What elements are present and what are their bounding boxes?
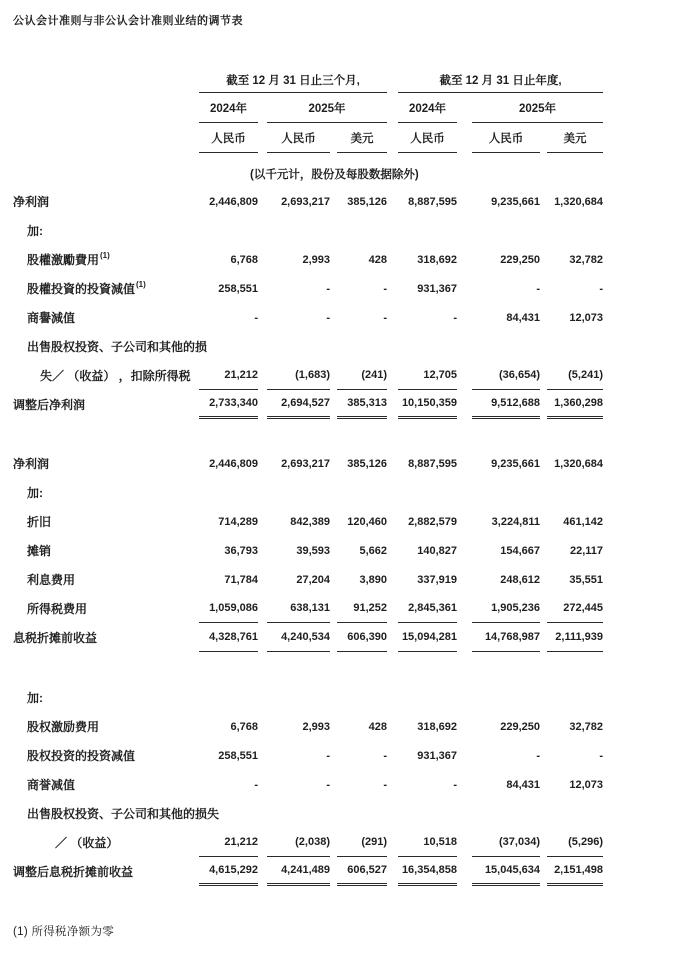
cell-value: 84,431: [506, 778, 540, 791]
table-row: [13, 683, 682, 712]
table-row: [13, 565, 682, 594]
cell-value: 2,993: [302, 720, 330, 733]
cell-value: 3,224,811: [491, 515, 540, 528]
cell-value: (5,296): [547, 828, 603, 857]
row-label-text: 商誉减值: [27, 778, 76, 792]
table-row: [13, 623, 682, 652]
row-label: [13, 741, 199, 770]
cell-value: 36,793: [224, 544, 258, 557]
cell-value: 3,890: [359, 573, 387, 586]
cell-value: [199, 332, 258, 361]
cell-value: [472, 332, 540, 361]
currency-header-usd-1: 美元: [337, 123, 387, 153]
cell-value: [267, 478, 330, 507]
cell-value: -: [453, 778, 457, 791]
cell-value: 39,593: [296, 544, 330, 557]
table-row: [13, 187, 682, 216]
cell-value: -: [326, 311, 330, 324]
row-label: [13, 303, 199, 332]
row-label-text: 商譽減值: [27, 311, 76, 325]
cell-value: 229,250: [500, 720, 540, 733]
cell-value: 638,131: [267, 594, 330, 623]
row-label: [13, 332, 208, 361]
cell-value: 385,313: [337, 390, 387, 419]
row-label-text: 股权投资的投资减值: [27, 749, 136, 763]
cell-value: 2,694,527: [267, 390, 330, 419]
cell-value: 258,551: [218, 282, 258, 295]
section-adjusted-net-income: [13, 187, 682, 419]
table-row: [13, 478, 682, 507]
table-row: [13, 536, 682, 565]
table-row: [13, 828, 682, 857]
row-label-text: 息税折摊前收益: [13, 631, 98, 645]
cell-value: [547, 683, 603, 712]
cell-value: (1,683): [267, 361, 330, 390]
footnote: (1) 所得税净额为零: [13, 926, 115, 938]
row-label: [13, 449, 199, 478]
cell-value: -: [254, 778, 258, 791]
cell-value: 84,431: [506, 311, 540, 324]
row-label: [13, 536, 199, 565]
table-row: [13, 303, 682, 332]
table-row: [13, 857, 682, 886]
cell-value: 606,527: [337, 857, 387, 886]
cell-value: 154,667: [500, 544, 540, 557]
cell-value: 318,692: [417, 720, 457, 733]
cell-value: 1,059,086: [199, 594, 258, 623]
row-label: [13, 770, 199, 799]
row-label: [13, 828, 199, 857]
cell-value: [267, 799, 330, 828]
cell-value: 1,360,298: [547, 390, 603, 419]
cell-value: 272,445: [547, 594, 603, 623]
row-label: [13, 565, 199, 594]
row-label-text: 净利润: [13, 195, 50, 209]
cell-value: [472, 216, 540, 245]
cell-value: 16,354,858: [398, 857, 457, 886]
table-row: [13, 332, 682, 361]
row-label-text: 股權激勵費用: [27, 253, 100, 267]
currency-header-rmb-2: 人民币: [267, 123, 330, 153]
table-row: [13, 594, 682, 623]
cell-value: 8,887,595: [408, 195, 457, 208]
cell-value: -: [326, 282, 330, 295]
cell-value: 2,111,939: [547, 623, 603, 652]
cell-value: -: [536, 282, 540, 295]
cell-value: 931,367: [417, 749, 457, 762]
row-label: [13, 623, 199, 652]
row-label: [13, 594, 199, 623]
row-label-text: 股權投資的投資減值: [27, 282, 136, 296]
cell-value: 5,662: [359, 544, 387, 557]
cell-value: [199, 683, 258, 712]
cell-value: [337, 683, 387, 712]
cell-value: -: [383, 778, 387, 791]
cell-value: 385,126: [347, 195, 387, 208]
row-label-text: 调整后息税折摊前收益: [13, 865, 134, 879]
cell-value: [199, 799, 258, 828]
table-row: [13, 216, 682, 245]
row-label: [13, 507, 199, 536]
cell-value: [398, 478, 457, 507]
row-label: [13, 274, 199, 303]
cell-value: 8,887,595: [408, 457, 457, 470]
cell-value: 12,073: [569, 778, 603, 791]
cell-value: [472, 478, 540, 507]
cell-value: -: [326, 749, 330, 762]
table-row: [13, 245, 682, 274]
cell-value: [199, 478, 258, 507]
cell-value: [472, 799, 540, 828]
cell-value: 120,460: [347, 515, 387, 528]
cell-value: -: [536, 749, 540, 762]
table-row: [13, 799, 682, 828]
row-label: [13, 478, 199, 507]
cell-value: 1,905,236: [472, 594, 540, 623]
cell-value: 21,212: [199, 361, 258, 390]
cell-value: (291): [337, 828, 387, 857]
row-label: [13, 216, 199, 245]
cell-value: -: [326, 778, 330, 791]
row-label: [13, 187, 199, 216]
cell-value: 32,782: [569, 253, 603, 266]
cell-value: 9,235,661: [491, 195, 540, 208]
cell-value: 2,882,579: [408, 515, 457, 528]
cell-value: [398, 216, 457, 245]
cell-value: 4,240,534: [267, 623, 330, 652]
cell-value: 2,446,809: [209, 457, 258, 470]
row-label-text: 股权激励费用: [27, 720, 100, 734]
cell-value: 22,117: [569, 544, 603, 557]
row-label-text: 加:: [27, 224, 43, 238]
cell-value: [337, 332, 387, 361]
row-label-text: 利息费用: [27, 573, 76, 587]
cell-value: [199, 216, 258, 245]
cell-value: 21,212: [199, 828, 258, 857]
table-row: [13, 361, 682, 390]
cell-value: [398, 799, 457, 828]
row-label: [13, 683, 199, 712]
cell-value: 15,094,281: [398, 623, 457, 652]
table-row: [13, 274, 682, 303]
cell-value: 6,768: [230, 253, 258, 266]
cell-value: [398, 683, 457, 712]
footnote-ref: (1): [100, 251, 110, 260]
period-group-row: [13, 73, 682, 93]
cell-value: [337, 478, 387, 507]
cell-value: 385,126: [347, 457, 387, 470]
cell-value: 428: [368, 720, 387, 733]
cell-value: 9,235,661: [491, 457, 540, 470]
cell-value: 229,250: [500, 253, 540, 266]
cell-value: (37,034): [472, 828, 540, 857]
year-header-2024-q: 2024年: [199, 93, 258, 123]
cell-value: 248,612: [500, 573, 540, 586]
unit-note: (以千元计，股份及每股数据除外): [250, 169, 419, 181]
reconciliation-table-body: [13, 187, 682, 886]
cell-value: -: [383, 749, 387, 762]
cell-value: 140,827: [417, 544, 457, 557]
cell-value: [267, 683, 330, 712]
currency-header-row: [13, 123, 682, 153]
cell-value: 32,782: [569, 720, 603, 733]
cell-value: 12,073: [569, 311, 603, 324]
cell-value: 1,320,684: [554, 457, 603, 470]
cell-value: 14,768,987: [472, 623, 540, 652]
currency-header-rmb-3: 人民币: [398, 123, 457, 153]
row-label: [13, 390, 199, 419]
section-ebitda: [13, 449, 682, 652]
cell-value: 606,390: [337, 623, 387, 652]
cell-value: 4,615,292: [199, 857, 258, 886]
row-label-text: 摊销: [27, 544, 52, 558]
cell-value: 2,693,217: [281, 195, 330, 208]
year-header-row: [13, 93, 682, 123]
row-label: [13, 799, 220, 828]
table-row: [13, 741, 682, 770]
cell-value: [398, 332, 457, 361]
col-group-full-year: 截至 12 月 31 日止年度,: [398, 73, 603, 93]
table-header: [13, 73, 682, 153]
table-row: [13, 449, 682, 478]
table-row: [13, 390, 682, 419]
row-label-text: ／ （收益）: [55, 836, 119, 850]
cell-value: (5,241): [547, 361, 603, 390]
cell-value: 318,692: [417, 253, 457, 266]
row-label-text: 折旧: [27, 515, 52, 529]
cell-value: 10,150,359: [398, 390, 457, 419]
row-label: [13, 245, 199, 274]
cell-value: 2,693,217: [281, 457, 330, 470]
cell-value: [337, 799, 387, 828]
cell-value: 35,551: [569, 573, 603, 586]
row-label-text: 净利润: [13, 457, 50, 471]
cell-value: 2,446,809: [209, 195, 258, 208]
cell-value: 461,142: [563, 515, 603, 528]
row-label-text: 出售股权投资、子公司和其他的损失: [27, 807, 220, 821]
currency-header-rmb-1: 人民币: [199, 123, 258, 153]
cell-value: 91,252: [337, 594, 387, 623]
row-label-text: 失／ （收益） ，扣除所得税: [40, 369, 191, 383]
currency-header-rmb-4: 人民币: [472, 123, 540, 153]
table-row: [13, 770, 682, 799]
cell-value: 9,512,688: [472, 390, 540, 419]
cell-value: 15,045,634: [472, 857, 540, 886]
cell-value: -: [599, 282, 603, 295]
row-label: [13, 361, 199, 390]
cell-value: (36,654): [472, 361, 540, 390]
cell-value: [337, 216, 387, 245]
cell-value: 12,705: [398, 361, 457, 390]
cell-value: 2,993: [302, 253, 330, 266]
cell-value: 27,204: [296, 573, 330, 586]
page-title: 公认会计准则与非公认会计准则业结的调节表: [13, 15, 243, 27]
cell-value: 428: [368, 253, 387, 266]
section-adjusted-ebitda: [13, 683, 682, 886]
table-row: [13, 507, 682, 536]
cell-value: 258,551: [218, 749, 258, 762]
cell-value: 714,289: [218, 515, 258, 528]
cell-value: 2,151,498: [547, 857, 603, 886]
cell-value: 71,784: [224, 573, 258, 586]
cell-value: (241): [337, 361, 387, 390]
year-header-2024-fy: 2024年: [398, 93, 457, 123]
cell-value: -: [453, 311, 457, 324]
cell-value: -: [383, 311, 387, 324]
cell-value: 2,733,340: [199, 390, 258, 419]
year-header-2025-q: 2025年: [267, 93, 387, 123]
col-group-three-months: 截至 12 月 31 日止三个月,: [199, 73, 387, 93]
row-label-text: 加:: [27, 486, 43, 500]
row-label-text: 加:: [27, 691, 43, 705]
row-label-text: 所得税费用: [27, 602, 88, 616]
currency-header-usd-2: 美元: [547, 123, 603, 153]
row-label-text: 出售股权投资、子公司和其他的损: [27, 340, 208, 354]
cell-value: [547, 799, 603, 828]
cell-value: 842,389: [290, 515, 330, 528]
row-label: [13, 857, 199, 886]
cell-value: 6,768: [230, 720, 258, 733]
year-header-2025-fy: 2025年: [472, 93, 603, 123]
cell-value: 1,320,684: [554, 195, 603, 208]
cell-value: 337,919: [417, 573, 457, 586]
cell-value: 2,845,361: [398, 594, 457, 623]
cell-value: [472, 683, 540, 712]
cell-value: -: [383, 282, 387, 295]
cell-value: -: [599, 749, 603, 762]
cell-value: 4,241,489: [267, 857, 330, 886]
row-label: [13, 712, 199, 741]
footnote-ref: (1): [136, 280, 146, 289]
cell-value: 931,367: [417, 282, 457, 295]
cell-value: [267, 332, 330, 361]
cell-value: 4,328,761: [199, 623, 258, 652]
table-row: [13, 712, 682, 741]
cell-value: -: [254, 311, 258, 324]
cell-value: (2,038): [267, 828, 330, 857]
cell-value: [547, 216, 603, 245]
row-label-text: 调整后净利润: [13, 398, 86, 412]
cell-value: [547, 332, 603, 361]
cell-value: [267, 216, 330, 245]
cell-value: 10,518: [398, 828, 457, 857]
cell-value: [547, 478, 603, 507]
